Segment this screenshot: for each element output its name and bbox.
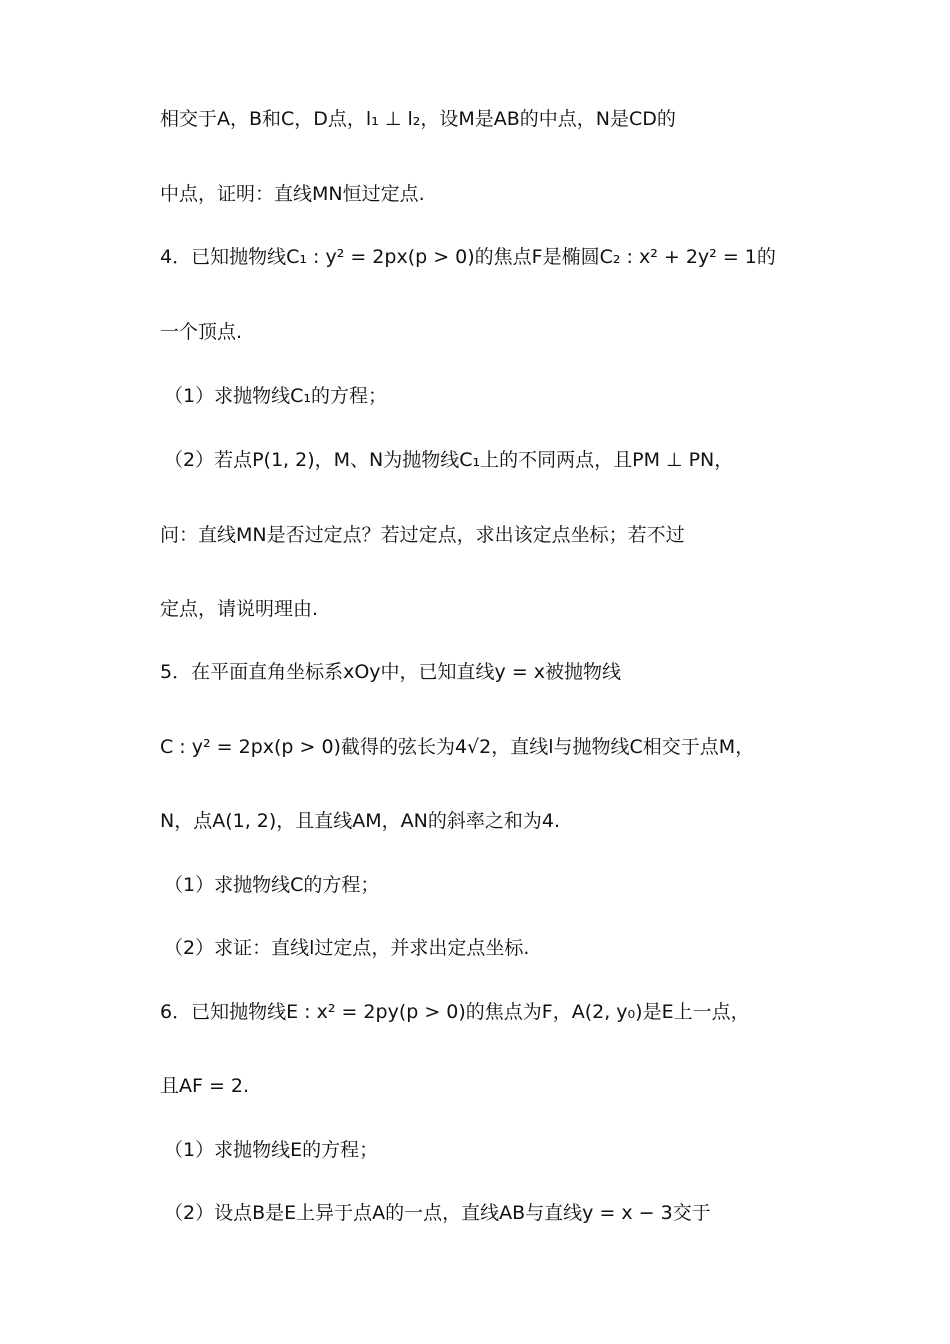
text-line: 定点，请说明理由. [160, 598, 319, 620]
problem-5-heading: 5．在平面直角坐标系xOy中，已知直线y = x被抛物线 [160, 661, 622, 683]
text-line: 问：直线MN是否过定点？若过定点，求出该定点坐标；若不过 [160, 524, 685, 546]
problem-5-part-2: （2）求证：直线l过定点，并求出定点坐标. [164, 937, 530, 959]
problem-4-part-1: （1）求抛物线C₁的方程； [164, 385, 387, 407]
text-line: 一个顶点. [160, 321, 243, 343]
problem-6-part-2: （2）设点B是E上异于点A的一点，直线AB与直线y = x − 3交于 [164, 1202, 711, 1224]
text-line: C : y² = 2px(p > 0)截得的弦长为4√2，直线l与抛物线C相交于点M， [160, 736, 755, 758]
problem-4-heading: 4．已知抛物线C₁ : y² = 2px(p > 0)的焦点F是椭圆C₂ : x² + 2y² = 1的 [160, 246, 776, 268]
problem-5-part-1: （1）求抛物线C的方程； [164, 874, 380, 896]
problem-4-part-2: （2）若点P(1, 2)，M、N为抛物线C₁上的不同两点，且PM ⊥ PN， [164, 449, 734, 471]
text-line: N，点A(1, 2)，且直线AM，AN的斜率之和为4. [160, 810, 561, 832]
text-line: 中点，证明：直线MN恒过定点. [160, 183, 425, 205]
problem-6-part-1: （1）求抛物线E的方程； [164, 1139, 379, 1161]
problem-6-heading: 6．已知抛物线E : x² = 2py(p > 0)的焦点为F，A(2, y₀)是E上一点， [160, 1001, 750, 1023]
text-line: 且AF = 2. [160, 1075, 250, 1097]
text-line: 相交于A，B和C，D点，l₁ ⊥ l₂，设M是AB的中点，N是CD的 [160, 108, 676, 130]
